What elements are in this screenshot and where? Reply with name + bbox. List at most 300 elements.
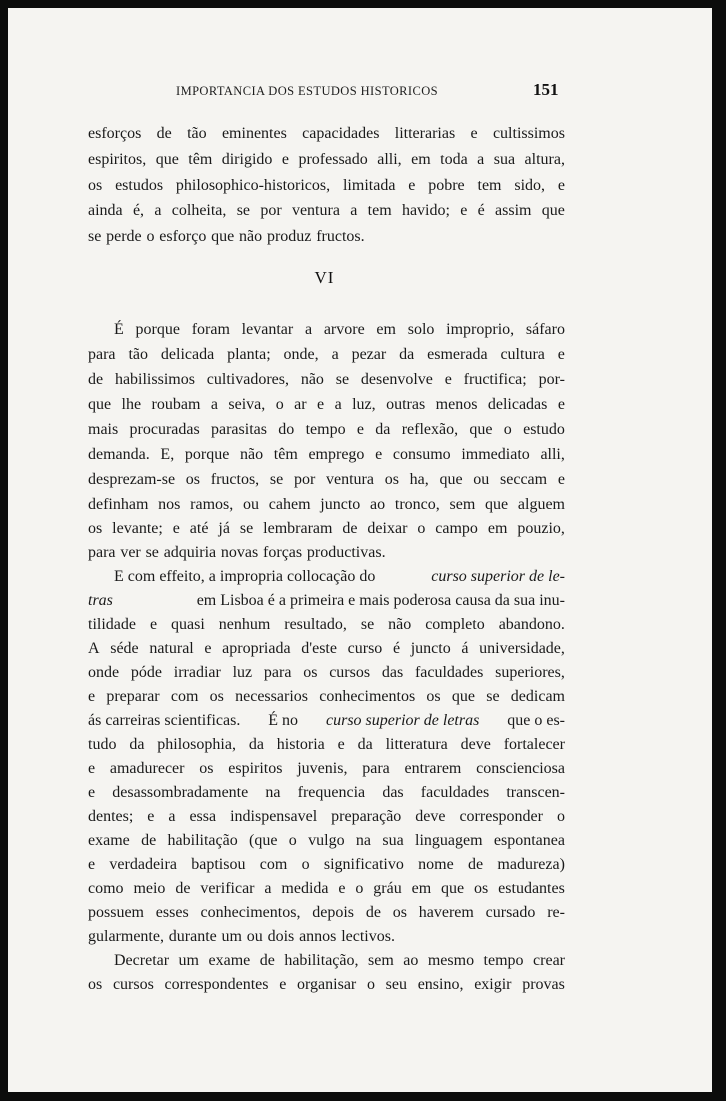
word: correspondentes — [164, 976, 269, 993]
word: na — [355, 832, 372, 849]
word: nenhum — [218, 616, 271, 633]
text-line — [88, 418, 565, 442]
word: a — [264, 880, 272, 897]
word: não — [239, 446, 264, 463]
text-line — [88, 368, 565, 392]
word: têm — [273, 446, 298, 463]
word: a — [331, 346, 339, 363]
word: sido, — [514, 177, 546, 194]
word: dois — [267, 928, 295, 945]
word: pezar — [351, 346, 387, 363]
word: fortalecer — [503, 736, 565, 753]
word: vulgo — [308, 832, 345, 849]
word: philosophia, — [157, 736, 236, 753]
word: os — [88, 520, 103, 537]
word: espontanea — [493, 832, 565, 849]
word: corresponder — [459, 808, 543, 825]
word: e — [317, 396, 325, 413]
word: exame — [88, 832, 130, 849]
italic-title: tras — [88, 592, 113, 609]
word: que — [88, 396, 112, 413]
text-run: em Lisboa é a primeira e mais poderosa causa da sua inu- — [196, 592, 565, 609]
text-line — [88, 829, 565, 853]
word: transcen- — [506, 784, 565, 801]
word: e — [88, 760, 96, 777]
word: consumo — [392, 446, 451, 463]
word: em — [411, 151, 431, 168]
word: da — [248, 736, 264, 753]
word: procuradas — [129, 421, 200, 438]
word: apropriada — [222, 640, 291, 657]
page-header — [8, 80, 712, 104]
word: provas — [522, 976, 565, 993]
word: esmerada — [427, 346, 488, 363]
word: por- — [538, 371, 565, 388]
word: e — [557, 177, 565, 194]
word: haverem — [418, 904, 474, 921]
text-line — [88, 225, 565, 249]
word: delicadas — [487, 396, 548, 413]
word: forças — [263, 544, 303, 561]
text-line — [88, 122, 565, 146]
text-line — [88, 637, 565, 661]
word: litterarias — [394, 125, 456, 142]
word: annos — [299, 928, 337, 945]
text-line — [88, 443, 565, 467]
word: menos — [435, 396, 478, 413]
word: e — [147, 808, 155, 825]
word: dentes; — [88, 808, 134, 825]
word: estudo — [523, 421, 565, 438]
word: para — [263, 664, 292, 681]
word: se — [239, 520, 254, 537]
word: ventura — [325, 471, 374, 488]
word: resultado, — [284, 616, 347, 633]
word: reflexão, — [401, 421, 459, 438]
word: depois — [312, 904, 355, 921]
word: o — [503, 421, 512, 438]
word: necessarios — [235, 688, 308, 705]
word: É — [114, 321, 124, 338]
section-heading: VI — [314, 268, 335, 287]
word: superiores, — [495, 664, 565, 681]
word: e — [337, 736, 345, 753]
word: póde — [130, 664, 162, 681]
word: abandono. — [498, 616, 565, 633]
word: seu — [385, 976, 407, 993]
word: o — [275, 396, 284, 413]
word: em — [411, 880, 432, 897]
word: conscienciosa — [476, 760, 565, 777]
word: (que — [249, 832, 278, 849]
word: porque — [184, 446, 230, 463]
word: philosophico-historicos, — [175, 177, 331, 194]
word: a — [304, 321, 313, 338]
word: e — [557, 471, 565, 488]
word: verificar — [200, 880, 255, 897]
word: preparação — [331, 808, 402, 825]
word: os — [384, 471, 399, 488]
italic-title: curso superior de letras — [325, 712, 480, 729]
text-line — [114, 565, 565, 589]
word: mesmo — [427, 952, 475, 969]
word: productivas. — [306, 544, 386, 561]
word: de — [365, 904, 381, 921]
word: se — [88, 228, 102, 245]
word: que — [469, 421, 493, 438]
word: emprego — [308, 446, 365, 463]
scan-border-right — [714, 0, 726, 1101]
word: ventura — [291, 202, 340, 219]
word: esses — [155, 904, 189, 921]
word: habilitação, — [284, 952, 359, 969]
word: possuem — [88, 904, 144, 921]
word: delicada — [160, 346, 215, 363]
word: cultissimos — [492, 125, 565, 142]
word: se — [486, 688, 500, 705]
word: da — [375, 421, 391, 438]
page-number: 151 — [533, 80, 559, 99]
word: fructos. — [316, 228, 365, 245]
text-line — [88, 853, 565, 877]
word: desenvolve — [360, 371, 433, 388]
word: faculdades — [414, 664, 484, 681]
word: e — [470, 125, 478, 142]
word: e — [279, 976, 287, 993]
word: adquiria — [163, 544, 217, 561]
word: luz — [232, 664, 253, 681]
word: que — [451, 688, 475, 705]
text-line — [88, 343, 565, 367]
word: tempo — [305, 421, 346, 438]
word: espiritos, — [88, 151, 147, 168]
word: roubam — [151, 396, 201, 413]
scan-border-top — [0, 0, 726, 8]
word: estudos — [115, 177, 164, 194]
word: irradiar — [173, 664, 221, 681]
word: a — [477, 151, 485, 168]
word: cultivadores, — [206, 371, 289, 388]
word: ramos, — [190, 496, 234, 513]
word: produz — [266, 228, 312, 245]
word: em — [487, 520, 508, 537]
word: tão — [187, 125, 207, 142]
text-line — [88, 541, 565, 565]
word: os — [303, 664, 318, 681]
word: de — [259, 952, 275, 969]
word: toda — [440, 151, 468, 168]
word: juncto — [410, 640, 451, 657]
word: alli, — [377, 151, 402, 168]
text-line — [88, 733, 565, 757]
word: A — [88, 640, 100, 657]
word: cursos — [329, 664, 371, 681]
word: re- — [547, 904, 565, 921]
word: arvore — [323, 321, 365, 338]
text-line — [88, 781, 565, 805]
word: ver — [120, 544, 141, 561]
word: não — [239, 228, 263, 245]
word: gularmente, — [88, 928, 164, 945]
word: os — [199, 760, 214, 777]
word: da — [399, 346, 415, 363]
text-line — [88, 199, 565, 223]
word: que — [485, 496, 509, 513]
word: havido; — [401, 202, 450, 219]
word: e — [281, 151, 289, 168]
text-run: ás carreiras scientificas. — [88, 712, 241, 729]
text-line — [88, 393, 565, 417]
word: e — [460, 202, 468, 219]
word: o — [366, 976, 375, 993]
word: colheita, — [171, 202, 227, 219]
word: frequencia — [297, 784, 366, 801]
word: altura, — [524, 151, 565, 168]
word: foram — [191, 321, 230, 338]
word: os — [392, 904, 407, 921]
word: ar — [294, 396, 307, 413]
word: exame — [208, 952, 251, 969]
word: pouzio, — [517, 520, 565, 537]
word: luz, — [352, 396, 376, 413]
word: com — [259, 856, 288, 873]
word: quasi — [171, 616, 205, 633]
word: e — [338, 880, 346, 897]
word: onde, — [283, 346, 319, 363]
word: não — [300, 371, 324, 388]
word: baptisou — [191, 856, 246, 873]
text-line — [88, 925, 565, 949]
word: porque — [135, 321, 180, 338]
word: o — [288, 832, 297, 849]
word: e — [204, 640, 212, 657]
word: de — [88, 371, 104, 388]
text-line — [88, 805, 565, 829]
word: deve — [415, 808, 446, 825]
word: completo — [425, 616, 485, 633]
word: na — [265, 784, 281, 801]
word: litteratura — [385, 736, 448, 753]
word: o — [556, 808, 565, 825]
word: á — [461, 640, 469, 657]
word: dedicam — [510, 688, 565, 705]
word: o — [355, 880, 364, 897]
word: é — [392, 640, 401, 657]
italic-title: curso superior de le- — [431, 568, 565, 585]
book-page — [8, 8, 712, 1092]
word: esforços — [88, 125, 142, 142]
word: ao — [403, 952, 419, 969]
word: sua — [382, 832, 404, 849]
word: levante; — [112, 520, 163, 537]
word: o — [146, 228, 155, 245]
word: E, — [160, 446, 175, 463]
text-line — [114, 318, 565, 342]
word: solo — [407, 321, 435, 338]
text-line — [88, 517, 565, 541]
word: crear — [533, 952, 565, 969]
word: cultura — [500, 346, 545, 363]
word: que — [439, 471, 463, 488]
text-run: que o es- — [507, 712, 565, 729]
word: assim — [495, 202, 532, 219]
word: como — [88, 880, 124, 897]
word: essa — [189, 808, 217, 825]
word: e — [88, 688, 96, 705]
word: é, — [132, 202, 145, 219]
word: lectivos. — [341, 928, 395, 945]
word: a — [350, 202, 358, 219]
word: durante — [168, 928, 217, 945]
word: por — [293, 471, 316, 488]
text-line — [88, 757, 565, 781]
word: um — [221, 928, 242, 945]
word: seiva, — [228, 396, 266, 413]
word: outras — [386, 396, 426, 413]
word: levantar — [241, 321, 294, 338]
word: ou — [246, 928, 263, 945]
text-line — [88, 661, 565, 685]
word: que — [211, 228, 235, 245]
word: tão — [128, 346, 148, 363]
text-run: É no — [268, 712, 299, 729]
text-line — [88, 877, 565, 901]
text-line — [88, 709, 565, 733]
word: de — [342, 520, 358, 537]
word: indispensavel — [230, 808, 318, 825]
word: tempo — [483, 952, 524, 969]
word: desprezam-se — [88, 471, 176, 488]
word: a — [210, 396, 218, 413]
word: a — [154, 202, 162, 219]
word: sem — [449, 496, 476, 513]
word: habilitação — [167, 832, 238, 849]
word: e — [444, 371, 452, 388]
word: exigir — [474, 976, 512, 993]
word: medida — [281, 880, 329, 897]
word: estudantes — [498, 880, 565, 897]
word: eminentes — [221, 125, 287, 142]
word: amadurecer — [109, 760, 185, 777]
word: e — [88, 856, 96, 873]
word: com — [170, 688, 199, 705]
word: meio — [133, 880, 166, 897]
word: se — [360, 616, 375, 633]
word: os — [209, 688, 224, 705]
word: e — [557, 346, 565, 363]
text-run: E com effeito, a impropria collocação do — [114, 568, 376, 585]
word: os — [474, 880, 489, 897]
word: juvenis, — [297, 760, 348, 777]
word: da — [357, 736, 373, 753]
word: os — [88, 177, 103, 194]
word: gráu — [373, 880, 402, 897]
word: conhecimentos, — [200, 904, 301, 921]
word: ainda — [88, 202, 123, 219]
word: das — [382, 784, 404, 801]
word: universidade, — [479, 640, 565, 657]
text-line — [88, 468, 565, 492]
word: da — [129, 736, 145, 753]
word: até — [189, 520, 209, 537]
word: deve — [460, 736, 491, 753]
text-line — [88, 973, 565, 997]
word: e — [88, 784, 96, 801]
word: fructos, — [210, 471, 260, 488]
word: tem — [477, 177, 502, 194]
word: ao — [370, 496, 386, 513]
word: significativo — [323, 856, 404, 873]
word: tem — [367, 202, 392, 219]
word: seccam — [500, 471, 548, 488]
word: natural — [149, 640, 194, 657]
word: ha, — [409, 471, 429, 488]
text-line — [114, 949, 565, 973]
word: campo — [435, 520, 478, 537]
text-line — [88, 174, 565, 198]
word: o — [417, 520, 426, 537]
word: esforço — [159, 228, 207, 245]
word: onde — [88, 664, 120, 681]
word: que — [155, 151, 179, 168]
running-title: IMPORTANCIA DOS ESTUDOS HISTORICOS — [176, 84, 439, 98]
word: definham — [88, 496, 149, 513]
word: de — [468, 856, 484, 873]
word: se — [236, 202, 251, 219]
word: historia — [276, 736, 325, 753]
word: se — [269, 471, 284, 488]
word: e — [557, 396, 565, 413]
word: a — [168, 808, 176, 825]
word: perde — [106, 228, 142, 245]
word: espiritos — [228, 760, 283, 777]
word: mais — [88, 421, 119, 438]
word: habilissimos — [114, 371, 195, 388]
word: fructifica; — [463, 371, 527, 388]
word: do — [278, 421, 295, 438]
word: Decretar — [114, 952, 170, 969]
word: sem — [367, 952, 394, 969]
word: os — [88, 976, 103, 993]
word: capacidades — [302, 125, 380, 142]
word: novas — [220, 544, 259, 561]
word: de — [156, 125, 172, 142]
word: ensino, — [417, 976, 464, 993]
word: conhecimentos — [319, 688, 416, 705]
text-line — [88, 589, 565, 613]
word: e — [356, 421, 364, 438]
word: que — [541, 202, 565, 219]
word: lembraram — [263, 520, 333, 537]
word: nos — [158, 496, 181, 513]
word: faculdades — [420, 784, 490, 801]
word: linguagem — [415, 832, 483, 849]
word: deixar — [367, 520, 408, 537]
word: sáfaro — [525, 321, 565, 338]
word: preparar — [106, 688, 160, 705]
word: pobre — [428, 177, 465, 194]
word: para — [88, 346, 116, 363]
word: de — [141, 832, 157, 849]
word: o — [301, 856, 310, 873]
word: a — [334, 396, 342, 413]
word: e — [408, 177, 416, 194]
word: para — [88, 544, 116, 561]
word: improprio, — [446, 321, 515, 338]
word: cahem — [268, 496, 311, 513]
word: por — [260, 202, 282, 219]
word: madureza) — [497, 856, 565, 873]
